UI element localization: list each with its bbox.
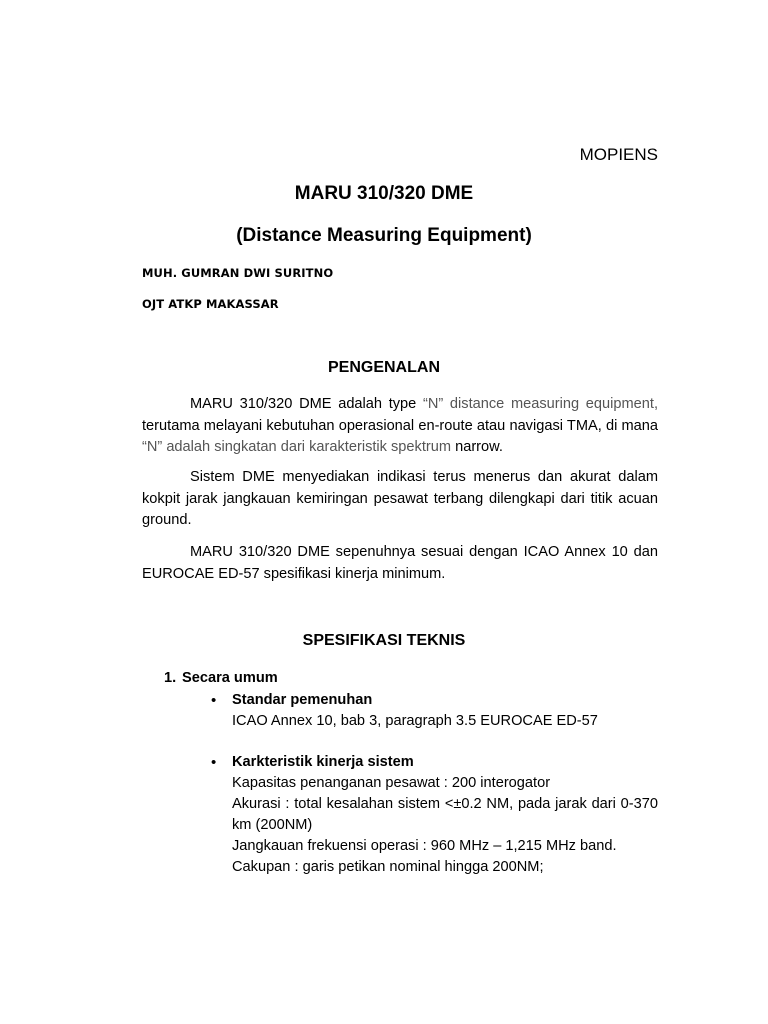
bullet-item	[142, 752, 658, 878]
bullet-line: Cakupan : garis petikan nominal hingga 200NM;	[232, 859, 544, 875]
intro-paragraph-3: MARU 310/320 DME sepenuhnya sesuai dengan ICAO Annex 10 dan EUROCAE ED-57 spesifikasi kinerja minimum.	[142, 544, 658, 582]
specs-list	[142, 668, 658, 878]
document-title: MARU 310/320 DME	[294, 183, 474, 204]
list-item	[142, 668, 658, 690]
bullet-line: Kapasitas penanganan pesawat : 200 interogator	[232, 775, 551, 791]
bullet-title: Standar pemenuhan	[232, 692, 373, 708]
list-item-number: 1.	[164, 670, 177, 686]
bullet-line: Akurasi : total kesalahan sistem <±0.2 NM, pada jarak dari 0-370 km (200NM)	[232, 796, 658, 833]
document-subtitle: (Distance Measuring Equipment)	[236, 225, 532, 246]
header-label: MOPIENS	[579, 145, 658, 164]
intro-paragraph-1: MARU 310/320 DME adalah type “N” distance measuring equipment, terutama melayani kebutuhan operasional en-route atau navigasi TMA, di mana “N” adalah singkatan dari karakteristik spektrum narrow.	[142, 396, 658, 455]
specs-heading: SPESIFIKASI TEKNIS	[302, 632, 466, 649]
bullet-title: Karkteristik kinerja sistem	[232, 754, 414, 770]
bullet-line: Jangkauan frekuensi operasi : 960 MHz – 1,215 MHz band.	[232, 838, 617, 854]
bullet-icon: •	[211, 754, 217, 771]
bullet-item	[142, 690, 658, 732]
intro-paragraph-2: Sistem DME menyediakan indikasi terus menerus dan akurat dalam kokpit jarak jangkauan kemiringan pesawat terbang dilengkapi dari titik acuan ground.	[142, 469, 658, 528]
bullet-icon: •	[211, 692, 217, 709]
list-item-label: Secara umum	[182, 670, 278, 686]
intro-heading: PENGENALAN	[327, 359, 440, 376]
author-affiliation: OJT ATKP MAKASSAR	[142, 297, 279, 311]
bullet-line: ICAO Annex 10, bab 3, paragraph 3.5 EUROCAE ED-57	[232, 713, 598, 729]
author-name: MUH. GUMRAN DWI SURITNO	[142, 266, 334, 280]
